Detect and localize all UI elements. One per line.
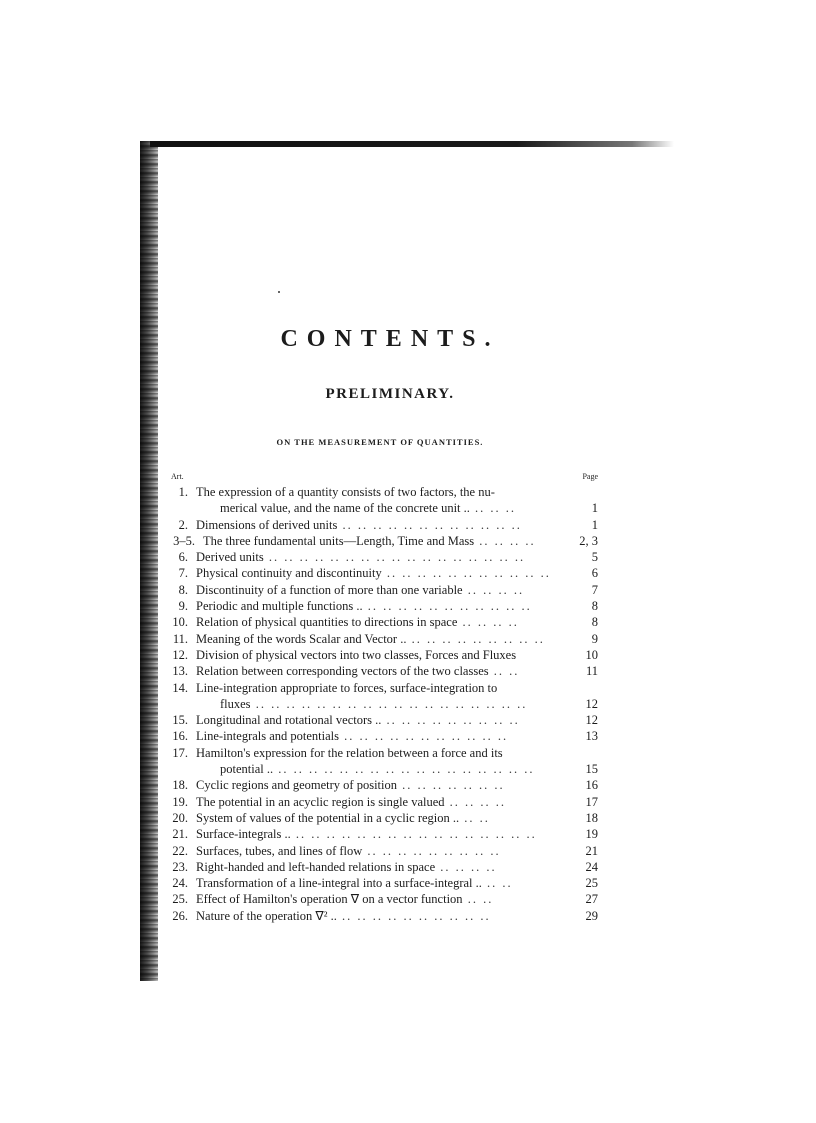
entry-number: 17. [172,745,188,760]
entry-title: Transformation of a line-integral into a surface-integral .. [196,876,482,891]
entry-title-continued: potential .. [220,762,274,777]
entry-title: Right-handed and left-handed relations in space [196,859,436,874]
toc-entry [0,484,816,500]
entry-title: Line-integrals and potentials [196,729,340,744]
toc-entry: 20. System of values of the potential in a cyclic region .. .. .. 18 [0,810,816,826]
toc-entry [0,745,816,761]
toc-entry: 22. Surfaces, tubes, and lines of flow .. .. .. .. .. .. .. .. .. 21 [0,843,816,859]
entry-page: 15 [585,762,598,777]
entry-number: 1. [178,485,188,499]
entry-number: 3–5. [173,533,195,548]
entry-page: 17 [585,794,598,809]
toc-entry: 21. Surface-integrals .. .. .. .. .. .. .. .. .. .. .. .. .. .. .. .. .. 19 [0,826,816,842]
entry-page: 1 [591,517,598,532]
entry-page: 25 [585,876,598,891]
entry-number: 9. [178,599,188,614]
toc-entry: 15. Longitudinal and rotational vectors .. .. .. .. .. .. .. .. .. .. 12 [0,712,816,728]
entry-title: Discontinuity of a function of more than one variable [196,582,463,597]
entry-page: 11 [585,664,598,679]
entry-page: 19 [585,827,598,842]
entry-title: Physical continuity and discontinuity [196,566,382,581]
toc-entry: 8. Discontinuity of a function of more than one variable .. .. .. .. 7 [0,582,816,598]
entry-number: 16. [172,729,188,744]
entry-title: Line-integration appropriate to forces, surface-integration to [196,680,498,695]
entry-number: 21. [172,827,188,842]
entry-title: Nature of the operation ∇² .. [196,908,337,923]
entry-page: 18 [585,810,598,825]
entry-page: 12 [585,696,598,711]
section-heading: ON THE MEASUREMENT OF QUANTITIES. [276,437,484,447]
toc-entry-continuation: fluxes .. .. .. .. .. .. .. .. .. .. .. .. .. .. .. .. .. .. 12 [220,696,598,711]
entry-number: 13. [172,664,188,679]
entry-title: Longitudinal and rotational vectors .. [196,713,382,728]
entry-title: Cyclic regions and geometry of position [196,778,398,793]
entry-page: 5 [591,550,598,565]
entry-title: Surfaces, tubes, and lines of flow [196,843,363,858]
entry-number: 22. [172,843,188,858]
toc-entry-continuation: potential .. .. .. .. .. .. .. .. .. .. .. .. .. .. .. .. .. .. 15 [220,762,598,777]
entry-page: 21 [585,843,598,858]
entry-title: Surface-integrals .. [196,827,291,842]
entry-title: Division of physical vectors into two classes, Forces and Fluxes [196,647,517,662]
toc-entry [0,647,816,663]
toc-entry: 2. Dimensions of derived units .. .. .. .. .. .. .. .. .. .. .. .. 1 [0,517,816,533]
entry-number: 12. [172,647,188,662]
entry-page: 12 [585,713,598,728]
toc-entry: 6. Derived units .. .. .. .. .. .. .. .. .. .. .. .. .. .. .. .. .. 5 [0,549,816,565]
toc-entry: 18. Cyclic regions and geometry of position .. .. .. .. .. .. .. 16 [0,777,816,793]
page-title: CONTENTS. [280,326,500,352]
entry-title: Periodic and multiple functions .. [196,599,363,614]
entry-title: The potential in an acyclic region is single valued [196,794,445,809]
toc-entry: 11. Meaning of the words Scalar and Vector .. .. .. .. .. .. .. .. .. .. 9 [0,631,816,647]
entry-title: The three fundamental units—Length, Time and Mass [203,533,475,548]
entry-page: 7 [591,582,598,597]
page-column-header: Page [582,472,598,481]
toc-entry: 16. Line-integrals and potentials .. .. .. .. .. .. .. .. .. .. .. 13 [0,728,816,744]
entry-page: 24 [585,859,598,874]
entry-title: Relation between corresponding vectors of the two classes [196,664,489,679]
entry-title: Relation of physical quantities to directions in space [196,615,458,630]
page-top-rule [150,141,674,147]
entry-page: 6 [591,566,598,581]
entry-number: 6. [178,550,188,565]
entry-page: 8 [591,599,598,614]
entry-page: 2, 3 [579,533,598,548]
entry-number: 23. [172,859,188,874]
entry-number: 24. [172,876,188,891]
entry-page: 10 [585,647,598,662]
entry-number: 11. [172,631,188,646]
entry-page: 9 [591,631,598,646]
table-of-contents [0,484,816,924]
entry-page: 16 [585,778,598,793]
entry-title: Derived units [196,550,264,565]
toc-entry: 7. Physical continuity and discontinuity .. .. .. .. .. .. .. .. .. .. .. 6 [0,565,816,581]
entry-number: 7. [178,566,188,581]
entry-number: 20. [172,810,188,825]
entry-number: 19. [172,794,188,809]
entry-page: 8 [591,615,598,630]
entry-number: 18. [172,778,188,793]
toc-entry: 24. Transformation of a line-integral into a surface-integral .. .. .. 25 [0,875,816,891]
toc-entry: 9. Periodic and multiple functions .. .. .. .. .. .. .. .. .. .. .. .. 8 [0,598,816,614]
entry-title: Effect of Hamilton's operation ∇ on a vector function [196,892,463,907]
entry-number: 25. [172,892,188,907]
toc-entry: 26. Nature of the operation ∇² .. .. .. .. .. .. .. .. .. .. .. 29 [0,908,816,924]
entry-page: 1 [591,501,598,516]
entry-title: Hamilton's expression for the relation between a force and its [196,745,503,760]
entry-number: 2. [178,517,188,532]
entry-number: 14. [172,680,188,695]
entry-title: Meaning of the words Scalar and Vector .. [196,631,407,646]
entry-page: 29 [585,908,598,923]
entry-number: 15. [172,713,188,728]
toc-entry: 25. Effect of Hamilton's operation ∇ on a vector function .. .. 27 [0,891,816,907]
toc-entry: 10. Relation of physical quantities to directions in space .. .. .. .. 8 [0,614,816,630]
toc-entry: 13. Relation between corresponding vectors of the two classes .. .. 11 [0,663,816,679]
entry-title: The expression of a quantity consists of two factors, the nu- [196,485,495,499]
part-heading: PRELIMINARY. [325,386,455,402]
scan-speck [278,291,280,293]
entry-title: Dimensions of derived units [196,517,338,532]
entry-page: 13 [585,729,598,744]
entry-title-continued: fluxes [220,696,251,711]
entry-title: System of values of the potential in a cyclic region .. [196,810,460,825]
entry-number: 8. [178,582,188,597]
entry-number: 26. [172,908,188,923]
toc-entry: 19. The potential in an acyclic region is single valued .. .. .. .. 17 [0,794,816,810]
entry-number: 10. [172,615,188,630]
article-column-header: Art. [171,472,184,481]
entry-page: 27 [585,892,598,907]
entry-title-continued: merical value, and the name of the concrete unit .. [220,501,470,516]
toc-entry [0,680,816,696]
toc-entry-continuation: merical value, and the name of the concrete unit .. .. .. .. 1 [220,501,598,516]
toc-entry: 3–5. The three fundamental units—Length, Time and Mass .. .. .. .. 2, 3 [0,533,816,549]
toc-entry: 23. Right-handed and left-handed relations in space .. .. .. .. 24 [0,859,816,875]
